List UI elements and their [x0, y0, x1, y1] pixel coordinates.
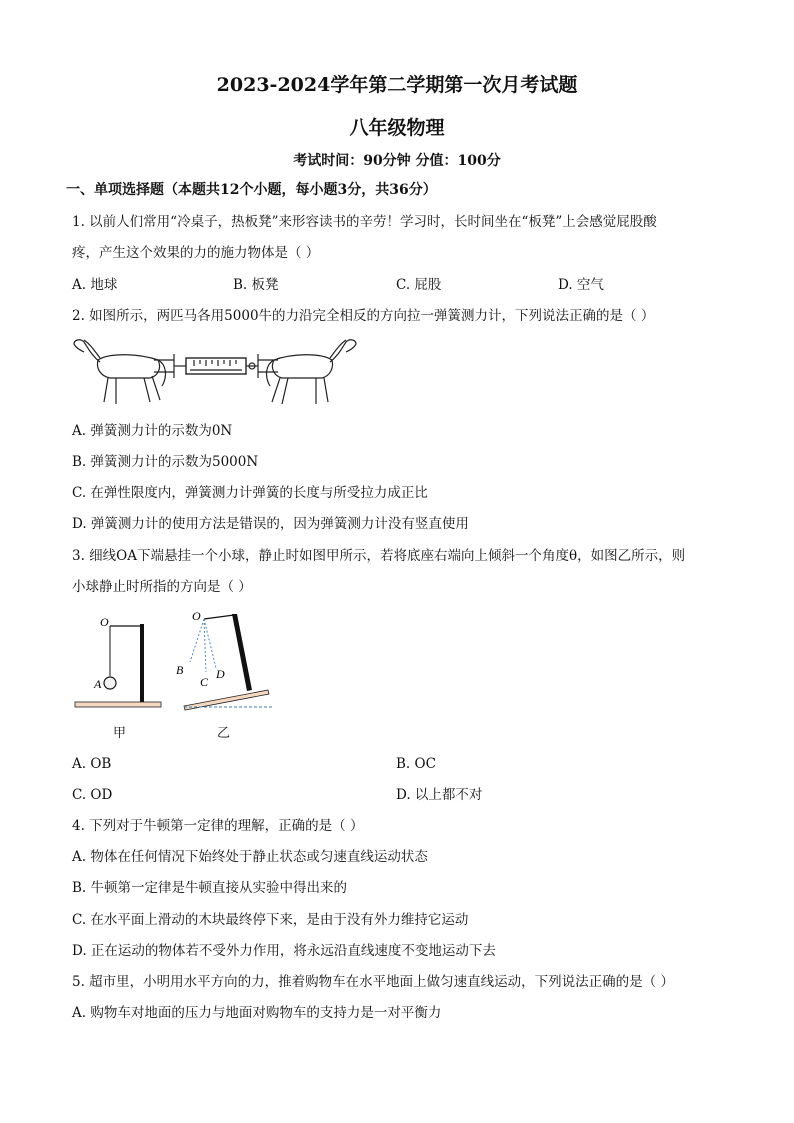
exam-info: 考试时间：90分钟 分值：100分: [293, 153, 501, 169]
q4-option-c: C. 在水平面上滑动的木块最终停下来，是由于没有外力维持它运动: [72, 912, 469, 928]
exam-subject: 八年级物理: [349, 117, 445, 139]
label-b: B: [176, 663, 184, 677]
q4-option-a: A. 物体在任何情况下始终处于静止状态或匀速直线运动状态: [72, 849, 428, 865]
q1-option-d: D. 空气: [558, 277, 604, 293]
left-horse-legs: [104, 376, 160, 404]
stand-pole: [140, 624, 144, 702]
q2-option-b: B. 弹簧测力计的示数为5000N: [72, 454, 259, 470]
horses-pulling-spring-scale-figure: [70, 330, 360, 412]
q3-stem-line2: 小球静止时所指的方向是（ ）: [72, 579, 252, 595]
q4-option-d: D. 正在运动的物体若不受外力作用，将永远沿直线速度不变地运动下去: [72, 943, 496, 959]
q1-option-b: B. 板凳: [233, 277, 279, 293]
q2-stem: 2. 如图所示，两匹马各用5000牛的力沿完全相反的方向拉一弹簧测力计，下列说法正确的是（ ）: [72, 308, 655, 324]
ball-a: [104, 677, 116, 689]
q3-option-b: B. OC: [396, 756, 436, 772]
right-horse-mane: [330, 340, 346, 358]
q3-option-c: C. OD: [72, 787, 113, 803]
pendulum-figure-yi: [176, 606, 281, 716]
q2-option-d: D. 弹簧测力计的使用方法是错误的，因为弹簧测力计没有竖直使用: [72, 516, 469, 532]
q3-option-a: A. OB: [72, 756, 112, 772]
section-heading: 一、单项选择题（本题共12个小题，每小题3分，共36分）: [66, 182, 437, 198]
caption-yi: 乙: [217, 726, 231, 741]
right-horse-body: [272, 355, 332, 378]
label-o: O: [192, 609, 201, 623]
q4-stem: 4. 下列对于牛顿第一定律的理解，正确的是（ ）: [72, 818, 364, 834]
q1-stem-line2: 疼，产生这个效果的力的施力物体是（ ）: [72, 245, 320, 261]
left-horse-body: [98, 355, 160, 378]
q1-option-a: A. 地球: [72, 277, 118, 293]
label-a: A: [94, 677, 102, 691]
q3-option-d: D. 以上都不对: [396, 787, 483, 803]
label-d: D: [216, 667, 225, 681]
q4-option-b: B. 牛顿第一定律是牛顿直接从实验中得出来的: [72, 880, 348, 896]
right-horse-legs: [272, 378, 328, 404]
q1-option-c: C. 屁股: [396, 277, 442, 293]
caption-jia: 甲: [113, 726, 127, 741]
q5-stem: 5. 超市里，小明用水平方向的力，推着购物车在水平地面上做匀速直线运动，下列说法正确的是（ ）: [72, 974, 674, 990]
label-o: O: [100, 615, 109, 629]
exam-title: 2023-2024学年第二学期第一次月考试题: [216, 74, 578, 96]
left-horse-mane: [84, 340, 100, 358]
q3-stem-line1: 3. 细线OA下端悬挂一个小球，静止时如图甲所示，若将底座右端向上倾斜一个角度θ，如图乙所示，则: [72, 548, 686, 564]
label-c: C: [200, 675, 209, 689]
q1-stem-line1: 1. 以前人们常用“冷桌子，热板凳”来形容读书的辛劳！学习时，长时间坐在“板凳”上会感觉屁股酸: [72, 214, 657, 230]
spring-scale-ticks: [194, 360, 236, 366]
tilted-pole: [232, 614, 252, 691]
q2-option-a: A. 弹簧测力计的示数为0N: [72, 423, 233, 439]
spring-scale-body: [186, 358, 246, 374]
q5-option-a: A. 购物车对地面的压力与地面对购物车的支持力是一对平衡力: [72, 1005, 442, 1021]
base-plate: [75, 702, 161, 707]
direction-ob: [190, 619, 204, 662]
pendulum-figure-jia: [72, 610, 167, 715]
q2-option-c: C. 在弹性限度内，弹簧测力计弹簧的长度与所受拉力成正比: [72, 485, 428, 501]
